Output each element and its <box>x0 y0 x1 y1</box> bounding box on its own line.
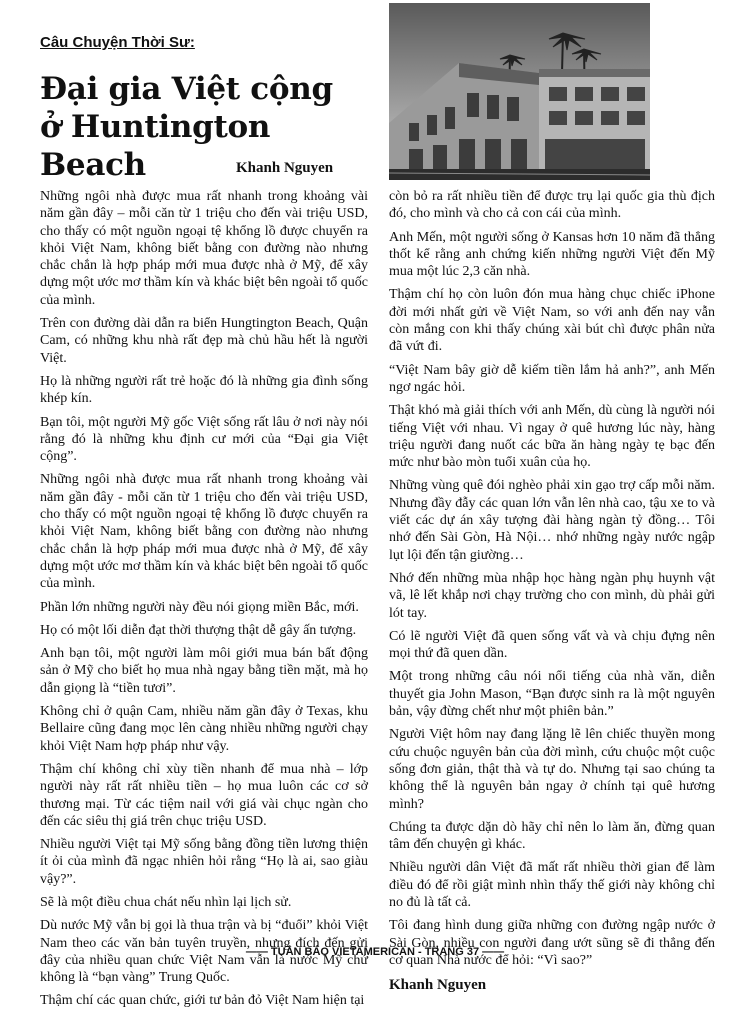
paragraph: Nhiều người dân Việt đã mất rất nhiều thời gian để làm điều đó để rồi giật mình nhìn thấy thế giới này không chỉ no đủ là tất cả. <box>389 860 715 910</box>
section-kicker: Câu Chuyện Thời Sư: <box>40 34 195 51</box>
paragraph: Một trong những câu nói nổi tiếng của nhà văn, diễn thuyết gia John Mason, “Bạn được sinh ra là một nguyên bản, vậy đừng chết như một phiên bản.” <box>389 669 715 720</box>
paragraph: còn bỏ ra rất nhiều tiền để được trụ lại quốc gia thù địch đó, cho mình và cho cả con cái của mình. <box>389 189 715 222</box>
paragraph: Những ngôi nhà được mua rất nhanh trong khoảng vài năm gần đây – mỗi căn từ 1 triệu cho đến vài triệu USD, cho thấy có một nguồn ngoại tệ khổng lồ được chuyển ra khỏi Việt Nam, không biết bằng con đường nào nhưng chắc chắn là hợp pháp mới mua được nhà ở Mỹ, để xây dựng một ước mơ thầm kín và khác biệt bên ngoài tổ quốc của mình. <box>40 189 368 308</box>
paragraph: Không chỉ ở quận Cam, nhiều năm gần đây ở Texas, khu Bellaire cũng đang mọc lên càng nhiều những người chạy khỏi Việt Nam hợp pháp như vậy. <box>40 704 368 754</box>
signature: Khanh Nguyen <box>389 977 487 994</box>
building-photo <box>389 3 650 180</box>
paragraph: Dù nước Mỹ vẫn bị gọi là thua trận và bị “đuổi” khỏi Việt Nam theo các văn bản tuyên truyền, nhưng đích đến gửi đây của nhiều quan chức Việt Nam vẫn là nước Mỹ chứ không là “bạn vàng” Trung Quốc. <box>40 918 368 986</box>
paragraph: Bạn tôi, một người Mỹ gốc Việt sống rất lâu ở nơi này nói rằng đó là những khu định cư mới của “Đại gia Việt cộng”. <box>40 414 368 465</box>
paragraph: Anh Mến, một người sống ở Kansas hơn 10 năm đã thẳng thốt kể rằng anh chứng kiến những người Việt đến Mỹ mua một lúc 2,3 căn nhà. <box>389 229 715 280</box>
paragraph: Thậm chí không chỉ xùy tiền nhanh để mua nhà – lớp người này rất rất nhiều tiền – họ mua luôn các cơ sở thương mại. Từ các tiệm nail với giá vài chục ngàn cho đến các siêu thị giá trên chục triệu USD. <box>40 761 368 829</box>
paragraph: Nhiều người Việt tại Mỹ sống bằng đồng tiền lương thiện ít ỏi của mình đã ngạc nhiên hỏi rằng “Họ là ai, sao giàu vậy?”. <box>40 837 368 887</box>
paragraph: Chúng ta được dặn dò hãy chỉ nên lo làm ăn, đừng quan tâm đến chuyện gì khác. <box>389 819 715 853</box>
paragraph: Những ngôi nhà được mua rất nhanh trong khoảng vài năm gần đây - mỗi căn từ 1 triệu cho đến vài triệu USD, cho thấy có một nguồn ngoại tệ khổng lồ được chuyển ra khỏi Việt Nam, không biết bằng con đường nào nhưng chắc chắn là hợp pháp mới mua được nhà ở Mỹ, để xây dựng một ước mơ thầm kín và khác biệt bên ngoài tổ quốc của mình. <box>40 472 368 592</box>
page-footer: —— TUẦN BÁO VIETAMERICAN - TRANG 37 —— <box>245 946 505 958</box>
title-line-2: ở Huntington Beach <box>40 109 271 183</box>
paragraph: Họ có một lối diễn đạt thời thượng thật dễ gây ấn tượng. <box>40 622 357 638</box>
paragraph: Thật khó mà giải thích với anh Mến, dù cùng là người nói tiếng Việt với nhau. Vì ngay ở quê hương lúc này, hàng triệu người đang nuốt các bữa ăn hàng ngày tẹ bạc đến mức như bào mòn tuổi xuân của họ. <box>389 403 715 471</box>
paragraph: Nhớ đến những mùa nhập học hàng ngàn phụ huynh vật vã, lê lết khắp nơi chạy trường cho con mình, dù phải gửi lót tay. <box>389 570 715 621</box>
paragraph: Những vùng quê đói nghèo phải xin gạo trợ cấp mỗi năm. Nhưng đầy đẫy các quan lớn vẫn lên nhà cao, tậu xe to và viết các dự án xây tượng đài hàng ngàn tỷ đồng… Tôi nhớ đến Sài Gòn, Hà Nội… nhớ những ngày nước ngập lụt lội đến tận giường… <box>389 478 715 563</box>
paragraph: Tôi đang hình dung giữa những con đường ngập nước ở Sài Gòn, nhiều con người đang ướt sũng sẽ đi thẳng đến cơ quan Nhà nước để hỏi: “Vì sao?” <box>389 918 715 968</box>
paragraph: Họ là những người rất trẻ hoặc đó là những gia đình sống khép kín. <box>40 373 368 407</box>
paragraph: Thậm chí các quan chức, giới tư bản đỏ Việt Nam hiện tại <box>40 993 365 1009</box>
paragraph: Thậm chí họ còn luôn đón mua hàng chục chiếc iPhone đời mới nhất gửi về Việt Nam, so với anh đến nay vẫn còn mắng con khi thấy chúng xài bút chì được phân nửa đã vứt đi. <box>389 287 715 355</box>
paragraph: Phần lớn những người này đều nói giọng miền Bắc, mới. <box>40 599 359 615</box>
paragraph: Người Việt hôm nay đang lặng lẽ lên chiếc thuyền mong cứu chuộc nguyên bản của đời mình, cứu chuộc một cuộc sống đơn giản, thật thà và tự do. Nhưng tại sao chúng ta không thể là nguyên bản ngay ở chính tại quê hương mình? <box>389 727 715 812</box>
paragraph: Trên con đường dài dẫn ra biển Hungtington Beach, Quận Cam, có những khu nhà rất đẹp mà chủ hầu hết là người Việt. <box>40 316 368 366</box>
title-line-1: Đại gia Việt cộng <box>40 71 333 107</box>
paragraph: “Việt Nam bây giờ dễ kiếm tiền lắm hả anh?”, anh Mến ngơ ngác hỏi. <box>389 362 715 395</box>
article-column-1 <box>40 188 368 1016</box>
paragraph: Có lẽ người Việt đã quen sống vất và và chịu đựng nên mọi thứ đã quen dần. <box>389 628 715 662</box>
byline: Khanh Nguyen <box>236 160 334 176</box>
paragraph: Anh bạn tôi, một người làm môi giới mua bán bất động sản ở Mỹ cho biết họ mua nhà ngay bằng tiền mặt, mà họ dẫn giọng là “tiền tươi”. <box>40 646 368 696</box>
article-column-2 <box>389 188 715 1000</box>
paragraph: Sẽ là một điều chua chát nếu nhìn lại lịch sử. <box>40 894 292 910</box>
